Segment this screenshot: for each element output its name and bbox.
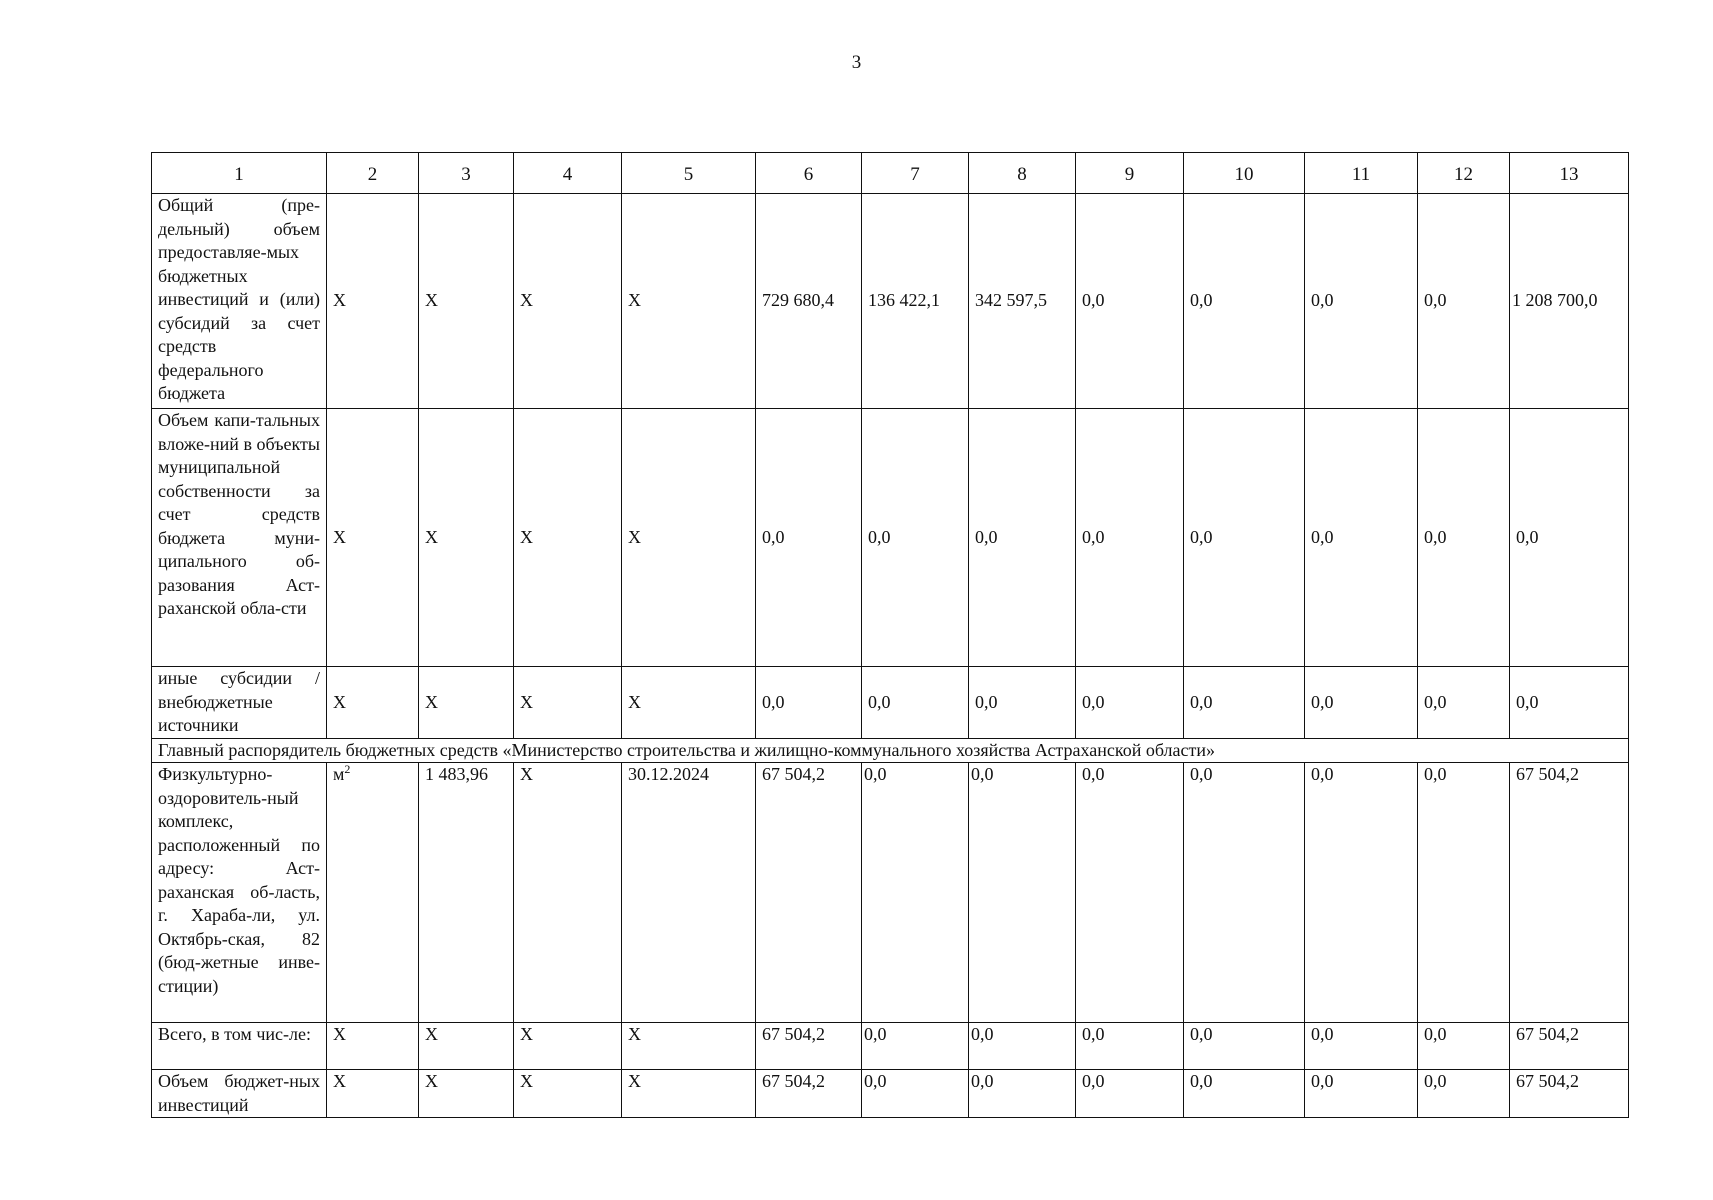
table-cell: 0,0 [862, 1070, 969, 1118]
table-cell: 0,0 [969, 763, 1076, 1023]
column-number: 13 [1510, 153, 1629, 194]
table-cell: 0,0 [756, 409, 862, 667]
table-cell: X [622, 194, 756, 409]
table-cell: 0,0 [1418, 194, 1510, 409]
table-row [152, 194, 1629, 409]
table-cell: X [514, 1023, 622, 1070]
section-row [152, 738, 1629, 763]
unit-exponent: 2 [344, 762, 351, 776]
table-cell: 0,0 [969, 1070, 1076, 1118]
table-cell: X [419, 194, 514, 409]
table-cell: X [327, 194, 419, 409]
table-cell: 0,0 [862, 763, 969, 1023]
table-cell: 0,0 [756, 667, 862, 739]
table-cell: X [327, 1023, 419, 1070]
table-cell: 0,0 [1076, 1023, 1184, 1070]
table-cell: 0,0 [1184, 667, 1305, 739]
page-number: 3 [851, 52, 862, 73]
table-cell: X [622, 667, 756, 739]
table-cell: 0,0 [969, 1023, 1076, 1070]
table-cell: 0,0 [862, 667, 969, 739]
column-number: 12 [1418, 153, 1510, 194]
row-label: иные субсидии / внебюджетные источники [152, 667, 327, 739]
table-cell: X [622, 1023, 756, 1070]
table-cell: 0,0 [1184, 1023, 1305, 1070]
table-cell: 0,0 [1184, 194, 1305, 409]
table-cell: 0,0 [1305, 1070, 1418, 1118]
unit-cell [327, 763, 419, 1023]
table-cell: 136 422,1 [862, 194, 969, 409]
investment-table [151, 152, 1629, 1118]
table-cell: 0,0 [969, 667, 1076, 739]
column-number: 5 [622, 153, 756, 194]
table-cell: X [419, 1070, 514, 1118]
table-cell: 0,0 [1184, 763, 1305, 1023]
budget-investment-label: Объем бюджет-ных инвестиций [152, 1070, 327, 1118]
table-cell: 67 504,2 [756, 1070, 862, 1118]
table-cell: X [419, 1023, 514, 1070]
table-cell: 0,0 [1305, 667, 1418, 739]
table-cell: 0,0 [1076, 409, 1184, 667]
table-cell: 0,0 [1076, 194, 1184, 409]
column-number: 11 [1305, 153, 1418, 194]
total-label: Всего, в том чис-ле: [152, 1023, 327, 1070]
unit-base: м [333, 764, 345, 784]
row-label: Объем капи-тальных вложе-ний в объекты муниципальной собственности за счет средств бюджета муни-ципального об-разования Аст-раханской обла-сти [152, 409, 327, 667]
table-cell: 67 504,2 [756, 1023, 862, 1070]
table-cell: 0,0 [1418, 1023, 1510, 1070]
table-cell: 0,0 [862, 1023, 969, 1070]
table-cell: X [419, 409, 514, 667]
total-row [152, 1023, 1629, 1070]
row-label: Общий (пре-дельный) объем предоставляе-мых бюджетных инвестиций и (или) субсидий за счет средств федерального бюджета [152, 194, 327, 409]
table-row [152, 409, 1629, 667]
table-cell: 342 597,5 [969, 194, 1076, 409]
column-number: 7 [862, 153, 969, 194]
table-cell: 1 208 700,0 [1510, 194, 1629, 409]
table-cell: X [514, 763, 622, 1023]
table-cell: 67 504,2 [1510, 763, 1629, 1023]
table-cell: 0,0 [1418, 763, 1510, 1023]
column-number: 10 [1184, 153, 1305, 194]
table-cell: X [622, 1070, 756, 1118]
table-cell: X [514, 409, 622, 667]
column-number: 9 [1076, 153, 1184, 194]
table-cell: 67 504,2 [756, 763, 862, 1023]
table-cell: 0,0 [1418, 667, 1510, 739]
column-number: 1 [152, 153, 327, 194]
table-cell: X [514, 667, 622, 739]
table-cell: 0,0 [1305, 1023, 1418, 1070]
table-row [152, 667, 1629, 739]
table-cell: X [327, 409, 419, 667]
table-cell: X [327, 667, 419, 739]
table-cell: X [514, 194, 622, 409]
table-cell: 67 504,2 [1510, 1070, 1629, 1118]
table-cell: 0,0 [1076, 763, 1184, 1023]
budget-investment-row [152, 1070, 1629, 1118]
table-cell: 0,0 [1305, 409, 1418, 667]
table-cell: 30.12.2024 [622, 763, 756, 1023]
object-label: Физкультурно-оздоровитель-ный комплекс, расположенный по адресу: Аст-раханская об-ласть, г. Хараба-ли, ул. Октябрь-ская, 82 (бюд-жетные инве-стиции) [152, 763, 327, 1023]
table-cell: X [622, 409, 756, 667]
table-cell: X [514, 1070, 622, 1118]
column-number: 3 [419, 153, 514, 194]
table-cell: 0,0 [1076, 667, 1184, 739]
column-number: 4 [514, 153, 622, 194]
column-number: 2 [327, 153, 419, 194]
table-cell: 0,0 [862, 409, 969, 667]
table-cell: X [327, 1070, 419, 1118]
table-cell: 67 504,2 [1510, 1023, 1629, 1070]
table-cell: 0,0 [1510, 409, 1629, 667]
section-title: Главный распорядитель бюджетных средств «Министерство строительства и жилищно-коммунального хозяйства Астраханской области» [152, 738, 1629, 763]
table-cell: 0,0 [1510, 667, 1629, 739]
table-cell: 0,0 [969, 409, 1076, 667]
column-number-row [152, 153, 1629, 194]
table-cell: 0,0 [1305, 194, 1418, 409]
table-cell: X [419, 667, 514, 739]
table-cell: 0,0 [1305, 763, 1418, 1023]
table-cell: 0,0 [1418, 409, 1510, 667]
table-cell: 729 680,4 [756, 194, 862, 409]
column-number: 6 [756, 153, 862, 194]
table-cell: 0,0 [1076, 1070, 1184, 1118]
table-cell: 0,0 [1184, 1070, 1305, 1118]
table-cell: 1 483,96 [419, 763, 514, 1023]
table-cell: 0,0 [1184, 409, 1305, 667]
table-cell: 0,0 [1418, 1070, 1510, 1118]
object-row [152, 763, 1629, 1023]
column-number: 8 [969, 153, 1076, 194]
